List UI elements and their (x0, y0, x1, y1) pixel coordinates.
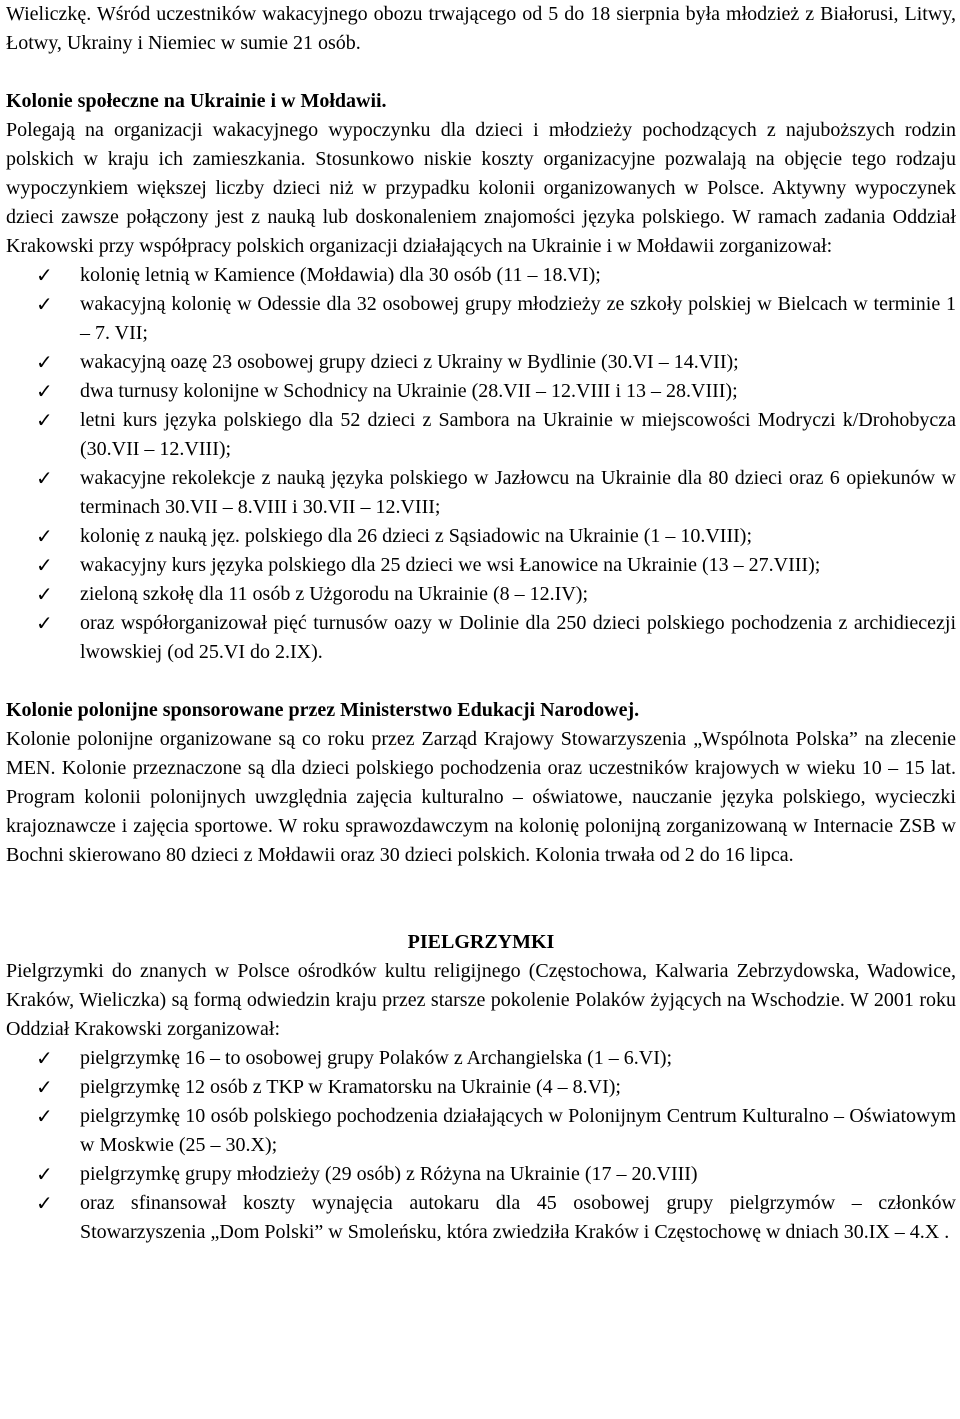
checkmark-icon: ✓ (36, 553, 53, 577)
checkmark-icon: ✓ (36, 408, 53, 432)
checkmark-icon: ✓ (36, 1046, 53, 1070)
list-item (6, 290, 956, 348)
list-item-text: kolonię letnią w Kamience (Mołdawia) dla 30 osób (11 – 18.VI); (80, 264, 601, 286)
intro-paragraph: Wieliczkę. Wśród uczestników wakacyjnego obozu trwającego od 5 do 18 sierpnia była młodzież z Białorusi, Litwy, Łotwy, Ukrainy i Niemiec w sumie 21 osób. (6, 3, 956, 54)
checkmark-icon: ✓ (36, 1162, 53, 1186)
spacer (6, 58, 956, 87)
checkmark-icon: ✓ (36, 379, 53, 403)
document-page (6, 0, 956, 1247)
list-item-text: wakacyjne rekolekcje z nauką języka polskiego w Jazłowcu na Ukrainie dla 80 dzieci oraz 6 opiekunów w terminach 30.VII – 8.VIII i 30.VII – 12.VIII; (80, 467, 956, 518)
list-item-text: dwa turnusy kolonijne w Schodnicy na Ukrainie (28.VII – 12.VIII i 13 – 28.VIII); (80, 380, 738, 402)
list-item-text: oraz sfinansował koszty wynajęcia autokaru dla 45 osobowej grupy pielgrzymów – członków Stowarzyszenia „Dom Polski” w Smoleńsku, która zwiedziła Kraków i Częstochowę w dniach 30.IX – 4.X . (80, 1192, 956, 1243)
list-item (6, 551, 956, 580)
list-item (6, 261, 956, 290)
checkmark-icon: ✓ (36, 582, 53, 606)
section-heading-kolonie-spoleczne: Kolonie społeczne na Ukrainie i w Mołdawii. (6, 90, 387, 112)
checkmark-icon: ✓ (36, 350, 53, 374)
list-item-text: wakacyjny kurs języka polskiego dla 25 dzieci we wsi Łanowice na Ukrainie (13 – 27.VIII); (80, 554, 821, 576)
list-item-text: pielgrzymkę 16 – to osobowej grupy Polaków z Archangielska (1 – 6.VI); (80, 1047, 673, 1069)
list-item-text: pielgrzymkę 10 osób polskiego pochodzenia działających w Polonijnym Centrum Kulturalno – Oświatowym w Moskwie (25 – 30.X); (80, 1105, 956, 1156)
kolonie-polonijne-paragraph: Kolonie polonijne organizowane są co roku przez Zarząd Krajowy Stowarzyszenia „Wspólnota Polska” na zlecenie MEN. Kolonie przeznaczone są dla dzieci polskiego pochodzenia oraz uczestników krajowych w wieku 10 – 15 lat. Program kolonii polonijnych uwzględnia zajęcia kulturalno – oświatowe, nauczanie języka polskiego, wycieczki krajoznawcze i zajęcia sportowe. W roku sprawozdawczym na kolonię polonijną zorganizowaną w Internacie ZSB w Bochni skierowano 80 dzieci z Mołdawii oraz 30 dzieci polskich. Kolonia trwała od 2 do 16 lipca. (6, 728, 956, 866)
list-item-text: letni kurs języka polskiego dla 52 dzieci z Sambora na Ukrainie w miejscowości Modryczi k/Drohobycza (30.VII – 12.VIII); (80, 409, 956, 460)
list-item (6, 609, 956, 667)
list-item-text: oraz współorganizował pięć turnusów oazy w Dolinie dla 250 dzieci polskiego pochodzenia z archidiecezji lwowskiej (od 25.VI do 2.IX). (80, 612, 956, 663)
list-item (6, 406, 956, 464)
list-item (6, 1189, 956, 1247)
checkmark-icon: ✓ (36, 611, 53, 635)
list-item-text: kolonię z nauką jęz. polskiego dla 26 dzieci z Sąsiadowic na Ukrainie (1 – 10.VIII); (80, 525, 753, 547)
checkmark-icon: ✓ (36, 292, 53, 316)
list-item (6, 348, 956, 377)
list-item-text: zieloną szkołę dla 11 osób z Użgorodu na Ukrainie (8 – 12.IV); (80, 583, 588, 605)
checkmark-icon: ✓ (36, 263, 53, 287)
list-item-text: wakacyjną oazę 23 osobowej grupy dzieci z Ukrainy w Bydlinie (30.VI – 14.VII); (80, 351, 739, 373)
list-item (6, 580, 956, 609)
pielgrzymki-paragraph: Pielgrzymki do znanych w Polsce ośrodków kultu religijnego (Częstochowa, Kalwaria Zebrzydowska, Wadowice, Kraków, Wieliczka) są formą odwiedzin kraju przez starsze pokolenie Polaków żyjących na Wschodzie. W 2001 roku Oddział Krakowski zorganizował: (6, 960, 956, 1040)
section-heading-pielgrzymki: PIELGRZYMKI (407, 931, 555, 953)
kolonie-spoleczne-list (6, 261, 956, 667)
kolonie-spoleczne-paragraph: Polegają na organizacji wakacyjnego wypoczynku dla dzieci i młodzieży pochodzących z najuboższych rodzin polskich w kraju ich zamieszkania. Stosunkowo niskie koszty organizacyjne pozwalają na objęcie tego rodzaju wypoczynkiem większej liczby dzieci niż w przypadku kolonii organizowanych w Polsce. Aktywny wypoczynek dzieci zawsze połączony jest z nauką lub doskonaleniem znajomości języka polskiego. W ramach zadania Oddział Krakowski przy współpracy polskich organizacji działających na Ukrainie i w Mołdawii zorganizował: (6, 119, 956, 257)
pielgrzymki-list (6, 1044, 956, 1247)
list-item (6, 1102, 956, 1160)
list-item (6, 1073, 956, 1102)
list-item (6, 522, 956, 551)
checkmark-icon: ✓ (36, 1104, 53, 1128)
spacer (6, 870, 956, 928)
checkmark-icon: ✓ (36, 1191, 53, 1215)
checkmark-icon: ✓ (36, 524, 53, 548)
list-item-text: pielgrzymkę 12 osób z TKP w Kramatorsku na Ukrainie (4 – 8.VI); (80, 1076, 621, 1098)
spacer (6, 667, 956, 696)
list-item (6, 1160, 956, 1189)
list-item (6, 1044, 956, 1073)
list-item-text: wakacyjną kolonię w Odessie dla 32 osobowej grupy młodzieży ze szkoły polskiej w Bielcach w terminie 1 – 7. VII; (80, 293, 956, 344)
checkmark-icon: ✓ (36, 466, 53, 490)
section-heading-kolonie-polonijne: Kolonie polonijne sponsorowane przez Ministerstwo Edukacji Narodowej. (6, 699, 640, 721)
list-item (6, 464, 956, 522)
list-item-text: pielgrzymkę grupy młodzieży (29 osób) z Różyna na Ukrainie (17 – 20.VIII) (80, 1163, 698, 1185)
list-item (6, 377, 956, 406)
checkmark-icon: ✓ (36, 1075, 53, 1099)
